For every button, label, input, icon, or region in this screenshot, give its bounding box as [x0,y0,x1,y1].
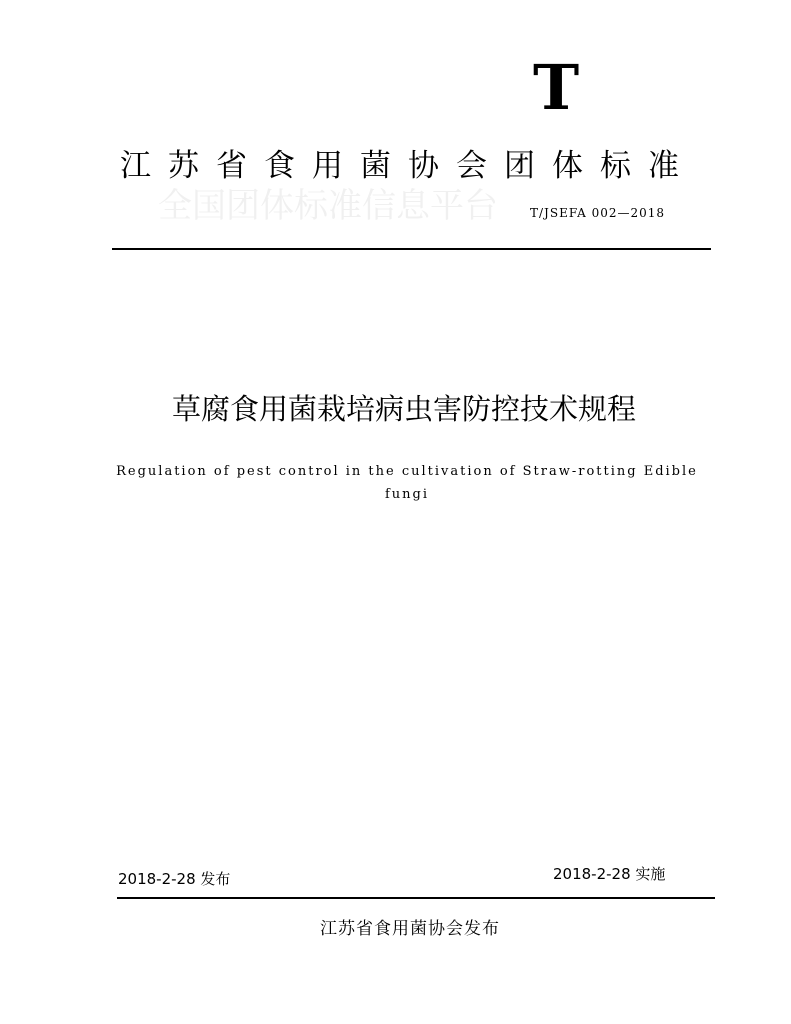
standard-type-mark: T [533,51,580,124]
bottom-divider [117,897,715,899]
implementation-date: 2018-2-28 实施 [553,865,666,883]
organization-title: 江苏省食用菌协会团体标准 [120,148,696,184]
top-divider [112,248,711,250]
issue-date: 2018-2-28 发布 [118,870,231,888]
chinese-title: 草腐食用菌栽培病虫害防控技术规程 [171,392,636,426]
watermark-text: 全国团体标准信息平台 [158,186,498,226]
publisher: 江苏省食用菌协会发布 [320,919,500,939]
standard-code: T/JSEFA 002—2018 [530,206,666,220]
english-title: Regulation of pest control in the cultivation of Straw-rotting Edible fungi [116,464,698,502]
